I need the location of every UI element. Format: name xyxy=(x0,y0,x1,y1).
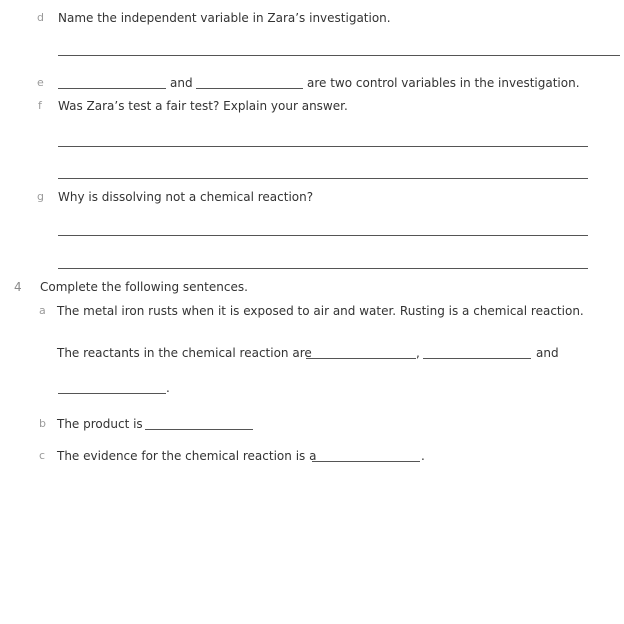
question-e-text: are two control variables in the investigation. xyxy=(307,76,580,90)
answer-blank-reactant-1[interactable] xyxy=(306,358,416,359)
question-4c-period: . xyxy=(421,449,425,463)
question-letter-4c: c xyxy=(39,449,46,462)
question-4a-comma: , xyxy=(416,346,420,360)
answer-line-g-2[interactable] xyxy=(58,268,588,269)
question-letter-4a: a xyxy=(39,304,46,317)
question-f-text: Was Zara’s test a fair test? Explain your answer. xyxy=(58,99,348,113)
question-letter-d: d xyxy=(37,11,44,24)
question-4c-text: The evidence for the chemical reaction is a xyxy=(57,449,317,463)
question-g-text: Why is dissolving not a chemical reaction? xyxy=(58,190,314,204)
answer-line-f-1[interactable] xyxy=(58,146,588,147)
answer-blank-evidence[interactable] xyxy=(312,461,420,462)
answer-line-g-1[interactable] xyxy=(58,235,588,236)
answer-line-d[interactable] xyxy=(58,55,620,56)
answer-blank-reactant-2[interactable] xyxy=(423,358,531,359)
question-number-4: 4 xyxy=(14,280,22,294)
question-letter-f: f xyxy=(38,99,42,112)
question-letter-g: g xyxy=(37,190,44,203)
answer-blank-reactant-3[interactable] xyxy=(58,393,166,394)
question-4a-reactants-prefix: The reactants in the chemical reaction are xyxy=(57,346,312,360)
answer-blank-e-1[interactable] xyxy=(58,88,166,89)
question-4-intro: Complete the following sentences. xyxy=(40,280,248,294)
answer-blank-product[interactable] xyxy=(145,429,253,430)
question-d-text: Name the independent variable in Zara’s investigation. xyxy=(58,11,391,25)
question-letter-4b: b xyxy=(39,417,46,430)
answer-line-f-2[interactable] xyxy=(58,178,588,179)
question-4b-text: The product is xyxy=(57,417,143,431)
question-4a-and: and xyxy=(536,346,559,360)
question-e-and: and xyxy=(170,76,193,90)
answer-blank-e-2[interactable] xyxy=(196,88,303,89)
question-letter-e: e xyxy=(37,76,44,89)
question-4a-period: . xyxy=(166,381,170,395)
question-4a-text: The metal iron rusts when it is exposed to air and water. Rusting is a chemical reaction. xyxy=(57,304,584,318)
